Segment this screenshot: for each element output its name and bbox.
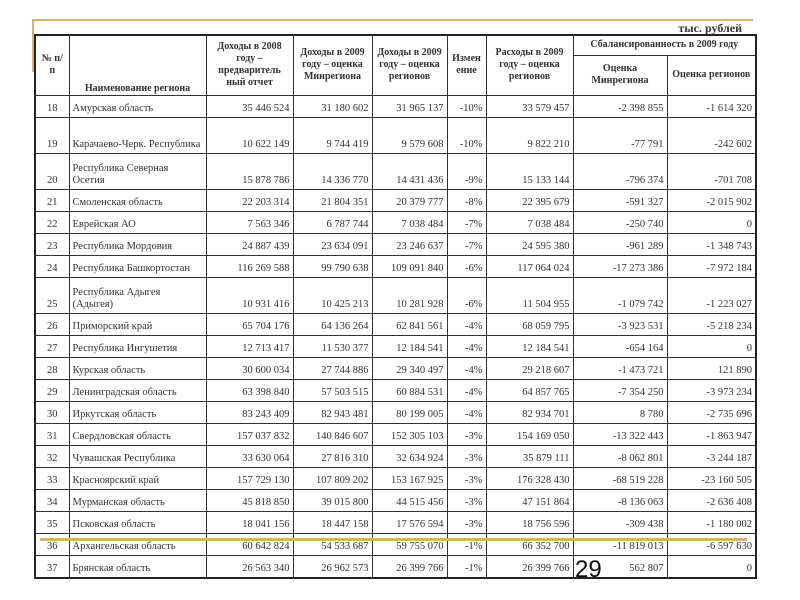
income-2009-regions-cell: 44 515 456	[372, 489, 447, 511]
header-balance-regions: Оценка регионов	[667, 55, 756, 95]
income-2009-regions-cell: 60 884 531	[372, 379, 447, 401]
income-change-cell: -3%	[447, 511, 486, 533]
expenses-2009-regions-cell: 64 857 765	[486, 379, 573, 401]
income-2009-minregion-cell: 9 744 419	[293, 117, 372, 153]
income-2009-minregion-cell: 26 962 573	[293, 555, 372, 578]
expenses-2009-regions-cell: 26 399 766	[486, 555, 573, 578]
header-expenses-2009-regions: Расходы в 2009 году – оценка регионов	[486, 35, 573, 95]
table-row	[35, 233, 756, 255]
income-change-cell: -10%	[447, 95, 486, 117]
balance-regions-cell: -1 863 947	[667, 423, 756, 445]
expenses-2009-regions-cell: 24 595 380	[486, 233, 573, 255]
income-2008-cell: 116 269 588	[206, 255, 293, 277]
region-name-cell: Красноярский край	[69, 467, 206, 489]
balance-regions-cell: 0	[667, 211, 756, 233]
income-change-cell: -1%	[447, 555, 486, 578]
expenses-2009-regions-cell: 12 184 541	[486, 335, 573, 357]
income-2009-regions-cell: 26 399 766	[372, 555, 447, 578]
income-change-cell: -6%	[447, 255, 486, 277]
expenses-2009-regions-cell: 117 064 024	[486, 255, 573, 277]
income-2009-minregion-cell: 64 136 264	[293, 313, 372, 335]
income-2009-regions-cell: 32 634 924	[372, 445, 447, 467]
balance-minregion-cell: -2 398 855	[573, 95, 667, 117]
row-number-cell: 23	[35, 233, 69, 255]
balance-minregion-cell: -1 079 742	[573, 277, 667, 313]
income-2008-cell: 35 446 524	[206, 95, 293, 117]
header-balance-group: Сбалансированность в 2009 году	[573, 35, 756, 55]
balance-regions-cell: 0	[667, 335, 756, 357]
expenses-2009-regions-cell: 18 756 596	[486, 511, 573, 533]
balance-minregion-cell: 562 807	[573, 555, 667, 578]
income-2009-minregion-cell: 140 846 607	[293, 423, 372, 445]
row-number-cell: 18	[35, 95, 69, 117]
page-number: 29	[575, 556, 602, 583]
income-2009-minregion-cell: 39 015 800	[293, 489, 372, 511]
balance-regions-cell: -6 597 630	[667, 533, 756, 555]
row-number-cell: 36	[35, 533, 69, 555]
income-change-cell: -1%	[447, 533, 486, 555]
income-2009-minregion-cell: 21 804 351	[293, 189, 372, 211]
units-label: тыс. рублей	[678, 21, 742, 35]
region-name-cell: Республика Ингушетия	[69, 335, 206, 357]
table-row	[35, 533, 756, 555]
row-number-cell: 19	[35, 117, 69, 153]
expenses-2009-regions-cell: 33 579 457	[486, 95, 573, 117]
row-number-cell: 27	[35, 335, 69, 357]
income-2009-regions-cell: 80 199 005	[372, 401, 447, 423]
row-number-cell: 32	[35, 445, 69, 467]
income-change-cell: -3%	[447, 489, 486, 511]
table-row	[35, 211, 756, 233]
region-name-cell: Амурская область	[69, 95, 206, 117]
income-2009-regions-cell: 20 379 777	[372, 189, 447, 211]
balance-regions-cell: -1 180 002	[667, 511, 756, 533]
expenses-2009-regions-cell: 7 038 484	[486, 211, 573, 233]
income-2008-cell: 30 600 034	[206, 357, 293, 379]
expenses-2009-regions-cell: 82 934 701	[486, 401, 573, 423]
header-change: Измен ение	[447, 35, 486, 95]
expenses-2009-regions-cell: 176 328 430	[486, 467, 573, 489]
table-row	[35, 277, 756, 313]
balance-minregion-cell: -250 740	[573, 211, 667, 233]
income-2009-regions-cell: 23 246 637	[372, 233, 447, 255]
row-number-cell: 35	[35, 511, 69, 533]
income-change-cell: -4%	[447, 313, 486, 335]
income-2008-cell: 33 630 064	[206, 445, 293, 467]
region-name-cell: Республика Мордовия	[69, 233, 206, 255]
balance-minregion-cell: -3 923 531	[573, 313, 667, 335]
income-2009-regions-cell: 59 755 070	[372, 533, 447, 555]
income-2009-minregion-cell: 27 816 310	[293, 445, 372, 467]
balance-regions-cell: -1 223 027	[667, 277, 756, 313]
balance-minregion-cell: -796 374	[573, 153, 667, 189]
balance-regions-cell: -242 602	[667, 117, 756, 153]
region-name-cell: Смоленская область	[69, 189, 206, 211]
balance-regions-cell: -701 708	[667, 153, 756, 189]
income-2009-minregion-cell: 11 530 377	[293, 335, 372, 357]
table-row	[35, 335, 756, 357]
income-2009-regions-cell: 152 305 103	[372, 423, 447, 445]
region-name-cell: Псковская область	[69, 511, 206, 533]
income-2008-cell: 15 878 786	[206, 153, 293, 189]
income-2009-regions-cell: 10 281 928	[372, 277, 447, 313]
region-name-cell: Мурманская область	[69, 489, 206, 511]
income-2009-regions-cell: 31 965 137	[372, 95, 447, 117]
row-number-cell: 20	[35, 153, 69, 189]
income-2008-cell: 157 037 832	[206, 423, 293, 445]
row-number-cell: 30	[35, 401, 69, 423]
expenses-2009-regions-cell: 11 504 955	[486, 277, 573, 313]
table-row	[35, 489, 756, 511]
expenses-2009-regions-cell: 9 822 210	[486, 117, 573, 153]
income-2008-cell: 63 398 840	[206, 379, 293, 401]
income-2009-minregion-cell: 99 790 638	[293, 255, 372, 277]
table-row	[35, 357, 756, 379]
table-row	[35, 153, 756, 189]
balance-regions-cell: -3 244 187	[667, 445, 756, 467]
income-2009-minregion-cell: 82 943 481	[293, 401, 372, 423]
income-2009-minregion-cell: 6 787 744	[293, 211, 372, 233]
balance-minregion-cell: -591 327	[573, 189, 667, 211]
balance-regions-cell: -2 636 408	[667, 489, 756, 511]
table-body	[35, 95, 756, 578]
row-number-cell: 33	[35, 467, 69, 489]
income-change-cell: -4%	[447, 335, 486, 357]
region-name-cell: Карачаево-Черк. Республика	[69, 117, 206, 153]
row-number-cell: 31	[35, 423, 69, 445]
region-name-cell: Еврейская АО	[69, 211, 206, 233]
expenses-2009-regions-cell: 35 879 111	[486, 445, 573, 467]
income-2009-regions-cell: 62 841 561	[372, 313, 447, 335]
balance-regions-cell: -2 735 696	[667, 401, 756, 423]
table-row	[35, 313, 756, 335]
header-income-2009-regions: Доходы в 2009 году – оценка регионов	[372, 35, 447, 95]
region-name-cell: Брянская область	[69, 555, 206, 578]
bottom-accent-line	[40, 538, 747, 541]
table-row	[35, 117, 756, 153]
table-row	[35, 379, 756, 401]
header-income-2009-minregion: Доходы в 2009 году – оценка Минрегиона	[293, 35, 372, 95]
region-name-cell: Иркутская область	[69, 401, 206, 423]
region-name-cell: Республика Адыгея (Адыгея)	[69, 277, 206, 313]
balance-regions-cell: -23 160 505	[667, 467, 756, 489]
region-name-cell: Приморский край	[69, 313, 206, 335]
income-change-cell: -9%	[447, 153, 486, 189]
income-2008-cell: 45 818 850	[206, 489, 293, 511]
region-name-cell: Чувашская Республика	[69, 445, 206, 467]
expenses-2009-regions-cell: 22 395 679	[486, 189, 573, 211]
income-change-cell: -8%	[447, 189, 486, 211]
table-row	[35, 445, 756, 467]
income-2009-minregion-cell: 27 744 886	[293, 357, 372, 379]
income-2008-cell: 12 713 417	[206, 335, 293, 357]
income-2009-minregion-cell: 31 180 602	[293, 95, 372, 117]
income-2009-minregion-cell: 14 336 770	[293, 153, 372, 189]
income-2008-cell: 60 642 824	[206, 533, 293, 555]
income-2008-cell: 10 622 149	[206, 117, 293, 153]
expenses-2009-regions-cell: 29 218 607	[486, 357, 573, 379]
income-change-cell: -7%	[447, 211, 486, 233]
row-number-cell: 21	[35, 189, 69, 211]
table-row	[35, 467, 756, 489]
table-row	[35, 255, 756, 277]
income-2008-cell: 26 563 340	[206, 555, 293, 578]
row-number-cell: 24	[35, 255, 69, 277]
income-change-cell: -3%	[447, 423, 486, 445]
region-name-cell: Республика Башкортостан	[69, 255, 206, 277]
balance-regions-cell: 0	[667, 555, 756, 578]
balance-minregion-cell: -8 062 801	[573, 445, 667, 467]
table-row	[35, 423, 756, 445]
income-2009-regions-cell: 29 340 497	[372, 357, 447, 379]
balance-minregion-cell: -654 164	[573, 335, 667, 357]
header-num: № п/п	[35, 35, 69, 95]
income-2008-cell: 18 041 156	[206, 511, 293, 533]
income-2009-minregion-cell: 54 533 687	[293, 533, 372, 555]
balance-regions-cell: -2 015 902	[667, 189, 756, 211]
income-2009-regions-cell: 17 576 594	[372, 511, 447, 533]
balance-regions-cell: -1 614 320	[667, 95, 756, 117]
income-change-cell: -6%	[447, 277, 486, 313]
income-change-cell: -7%	[447, 233, 486, 255]
balance-minregion-cell: -68 519 228	[573, 467, 667, 489]
regional-budget-table	[34, 34, 757, 579]
income-2009-regions-cell: 7 038 484	[372, 211, 447, 233]
header-balance-minregion: Оценка Минрегиона	[573, 55, 667, 95]
region-name-cell: Ленинградская область	[69, 379, 206, 401]
expenses-2009-regions-cell: 15 133 144	[486, 153, 573, 189]
income-2009-minregion-cell: 23 634 091	[293, 233, 372, 255]
income-2009-minregion-cell: 10 425 213	[293, 277, 372, 313]
income-2009-regions-cell: 12 184 541	[372, 335, 447, 357]
income-change-cell: -3%	[447, 467, 486, 489]
region-name-cell: Республика Северная Осетия	[69, 153, 206, 189]
income-2009-regions-cell: 9 579 608	[372, 117, 447, 153]
row-number-cell: 29	[35, 379, 69, 401]
row-number-cell: 28	[35, 357, 69, 379]
balance-minregion-cell: -7 354 250	[573, 379, 667, 401]
income-2009-minregion-cell: 18 447 158	[293, 511, 372, 533]
income-2008-cell: 65 704 176	[206, 313, 293, 335]
balance-regions-cell: -3 973 234	[667, 379, 756, 401]
balance-minregion-cell: -8 136 063	[573, 489, 667, 511]
row-number-cell: 37	[35, 555, 69, 578]
income-2009-minregion-cell: 107 809 202	[293, 467, 372, 489]
income-2008-cell: 83 243 409	[206, 401, 293, 423]
income-2008-cell: 157 729 130	[206, 467, 293, 489]
region-name-cell: Архангельская область	[69, 533, 206, 555]
row-number-cell: 34	[35, 489, 69, 511]
income-2009-regions-cell: 109 091 840	[372, 255, 447, 277]
table-row	[35, 511, 756, 533]
income-change-cell: -4%	[447, 401, 486, 423]
balance-regions-cell: -1 348 743	[667, 233, 756, 255]
balance-minregion-cell: -11 819 013	[573, 533, 667, 555]
balance-minregion-cell: -13 322 443	[573, 423, 667, 445]
balance-minregion-cell: -1 473 721	[573, 357, 667, 379]
header-income-2008: Доходы в 2008 году – предваритель ный отчет	[206, 35, 293, 95]
balance-regions-cell: -7 972 184	[667, 255, 756, 277]
balance-minregion-cell: -961 289	[573, 233, 667, 255]
income-2009-regions-cell: 153 167 925	[372, 467, 447, 489]
income-2008-cell: 10 931 416	[206, 277, 293, 313]
table-row	[35, 95, 756, 117]
expenses-2009-regions-cell: 68 059 795	[486, 313, 573, 335]
table-row	[35, 555, 756, 578]
region-name-cell: Свердловская область	[69, 423, 206, 445]
balance-regions-cell: -5 218 234	[667, 313, 756, 335]
income-2008-cell: 7 563 346	[206, 211, 293, 233]
row-number-cell: 22	[35, 211, 69, 233]
region-name-cell: Курская область	[69, 357, 206, 379]
balance-minregion-cell: 8 780	[573, 401, 667, 423]
row-number-cell: 25	[35, 277, 69, 313]
table-row	[35, 401, 756, 423]
income-2008-cell: 22 203 314	[206, 189, 293, 211]
expenses-2009-regions-cell: 47 151 864	[486, 489, 573, 511]
income-2009-regions-cell: 14 431 436	[372, 153, 447, 189]
income-2009-minregion-cell: 57 503 515	[293, 379, 372, 401]
row-number-cell: 26	[35, 313, 69, 335]
expenses-2009-regions-cell: 66 352 700	[486, 533, 573, 555]
table-row	[35, 189, 756, 211]
balance-minregion-cell: -309 438	[573, 511, 667, 533]
balance-regions-cell: 121 890	[667, 357, 756, 379]
income-2008-cell: 24 887 439	[206, 233, 293, 255]
income-change-cell: -3%	[447, 445, 486, 467]
balance-minregion-cell: -17 273 386	[573, 255, 667, 277]
income-change-cell: -10%	[447, 117, 486, 153]
expenses-2009-regions-cell: 154 169 050	[486, 423, 573, 445]
income-change-cell: -4%	[447, 357, 486, 379]
income-change-cell: -4%	[447, 379, 486, 401]
balance-minregion-cell: -77 791	[573, 117, 667, 153]
header-region: Наименование региона	[69, 35, 206, 95]
